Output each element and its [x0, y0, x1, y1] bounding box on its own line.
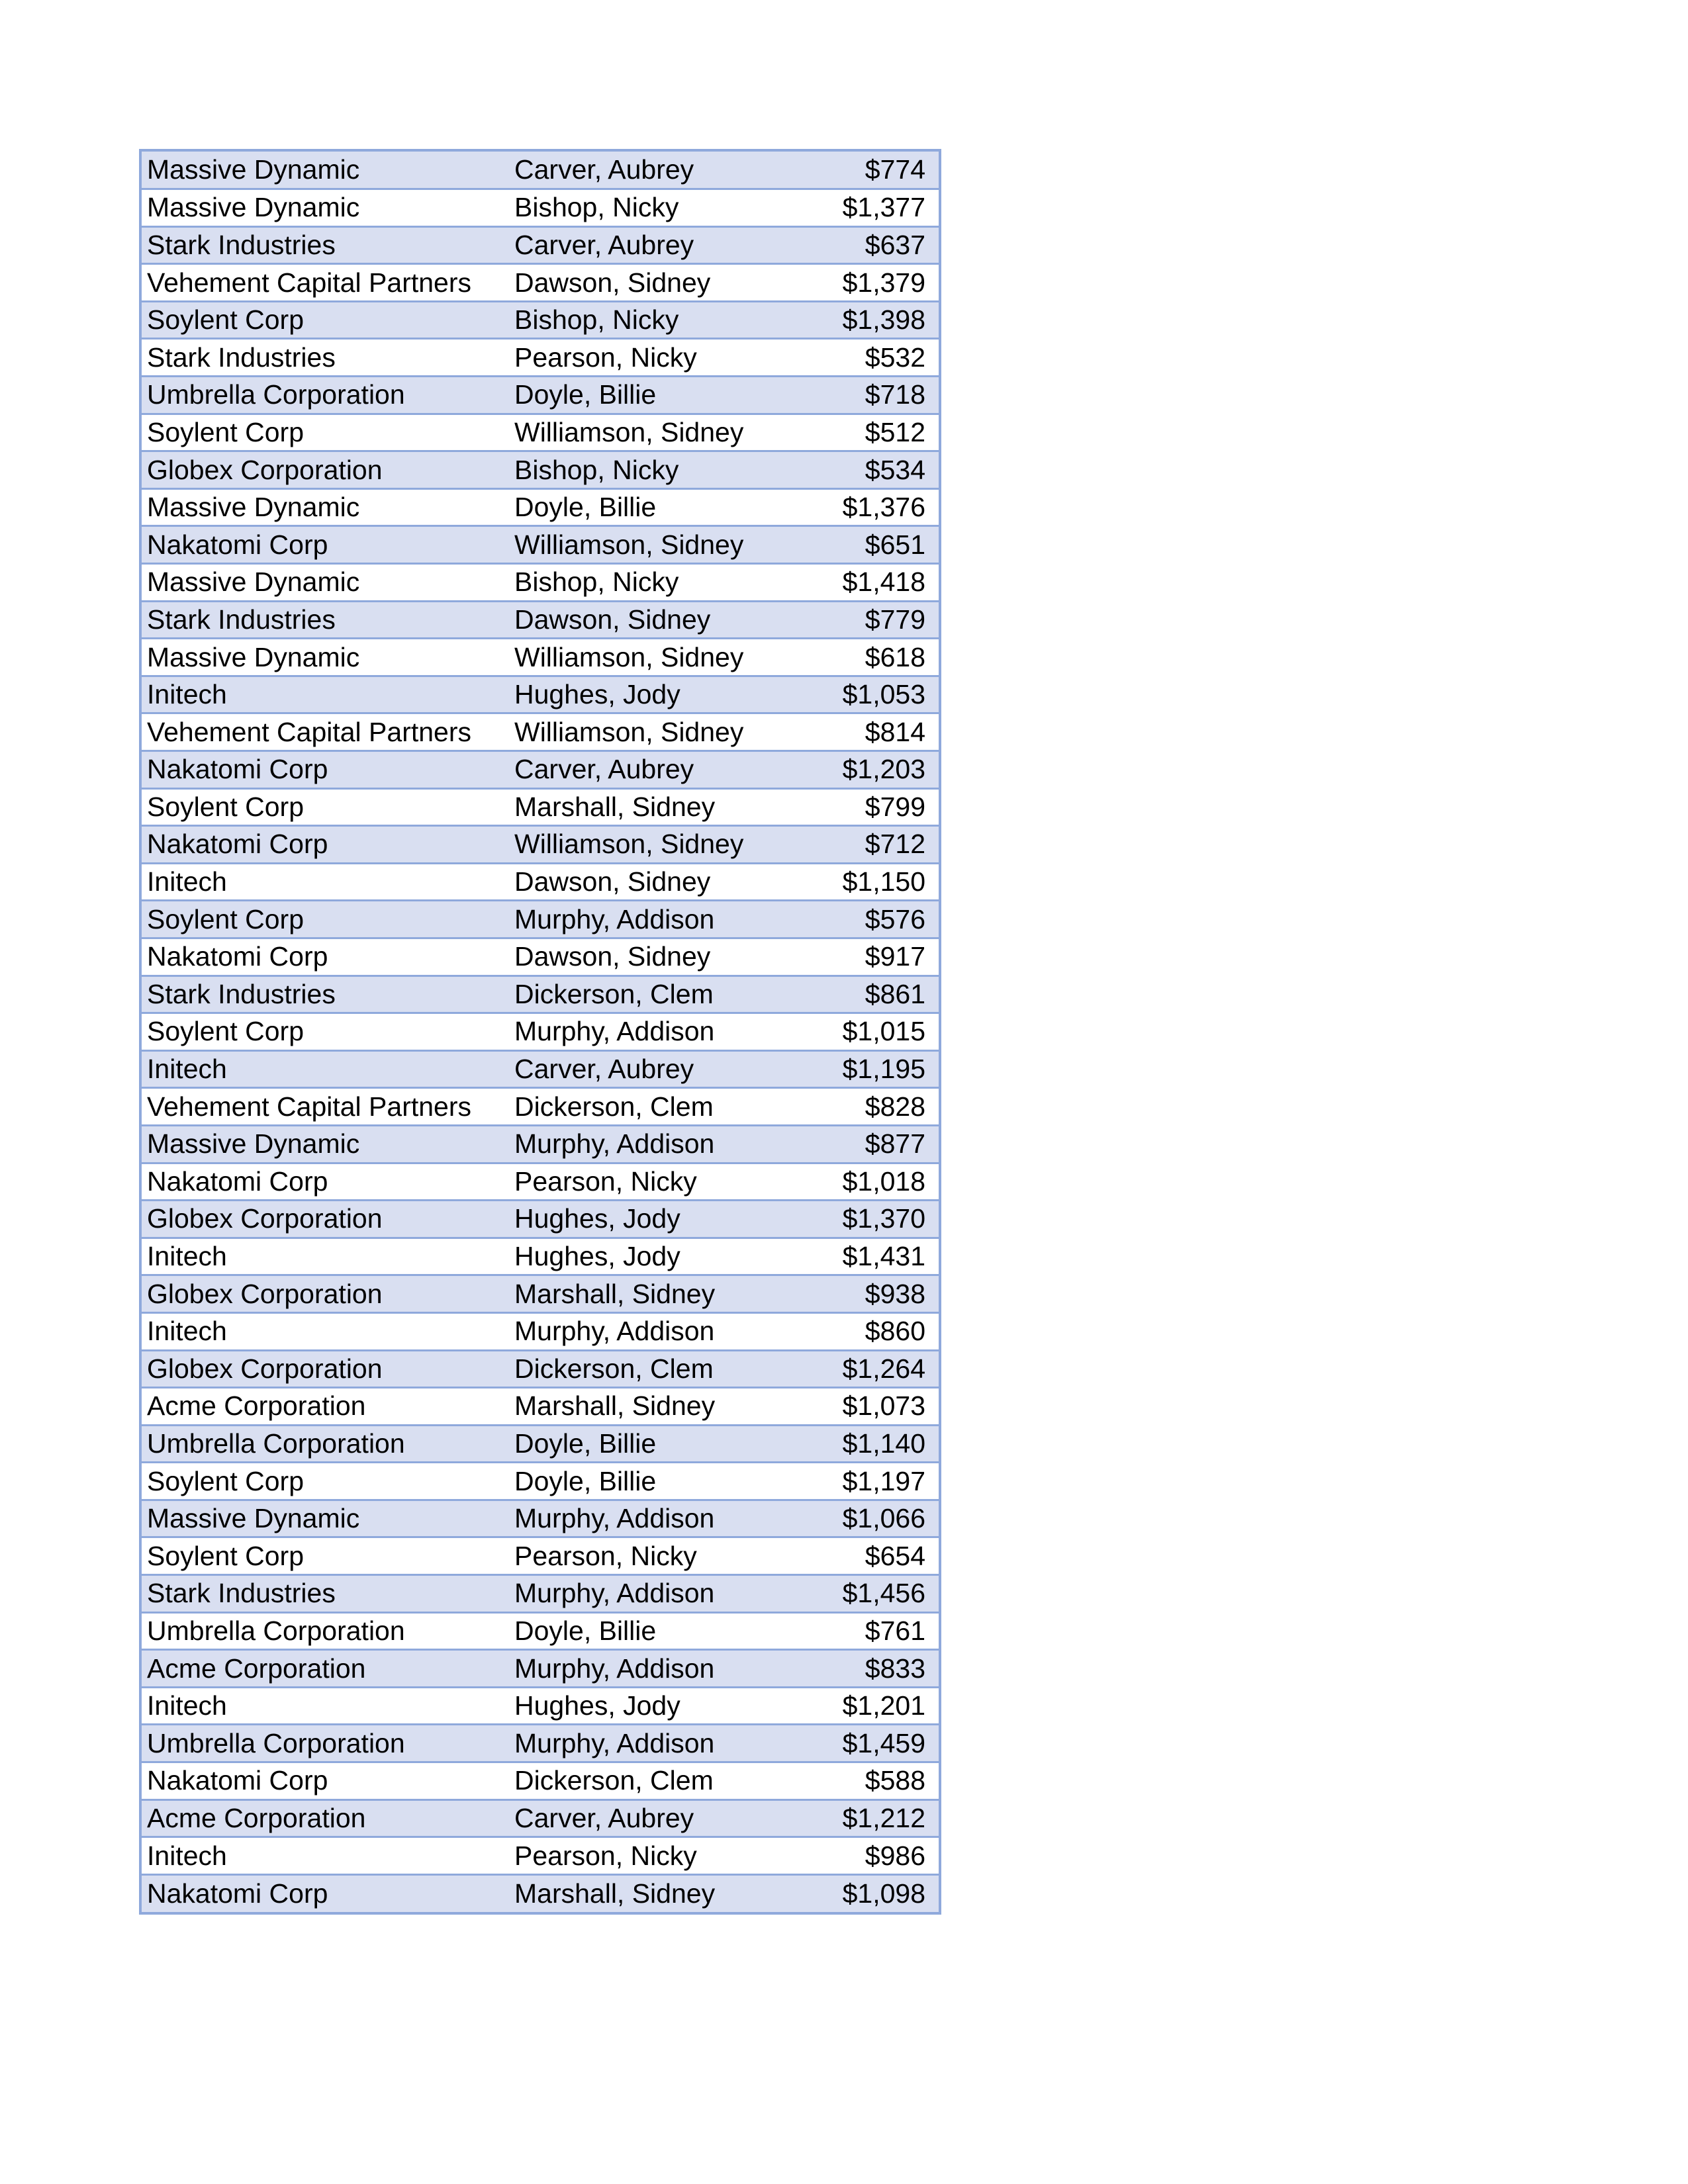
amount-cell: $534 — [807, 451, 939, 489]
rep-cell: Dickerson, Clem — [509, 1350, 807, 1388]
company-cell: Stark Industries — [142, 1575, 509, 1613]
amount-cell: $828 — [807, 1088, 939, 1126]
company-cell: Massive Dynamic — [142, 152, 509, 189]
table-row — [142, 1575, 939, 1613]
amount-cell: $877 — [807, 1125, 939, 1163]
company-cell: Nakatomi Corp — [142, 1163, 509, 1201]
amount-cell: $532 — [807, 339, 939, 377]
company-cell: Massive Dynamic — [142, 1500, 509, 1537]
rep-cell: Bishop, Nicky — [509, 189, 807, 227]
company-cell: Vehement Capital Partners — [142, 1088, 509, 1126]
table-row — [142, 414, 939, 451]
rep-cell: Bishop, Nicky — [509, 301, 807, 339]
table-row — [142, 1762, 939, 1800]
rep-cell: Carver, Aubrey — [509, 751, 807, 789]
amount-cell: $1,398 — [807, 301, 939, 339]
company-cell: Stark Industries — [142, 601, 509, 639]
company-cell: Initech — [142, 1238, 509, 1275]
company-cell: Massive Dynamic — [142, 564, 509, 602]
table-row — [142, 1163, 939, 1201]
table-row — [142, 1463, 939, 1500]
company-cell: Nakatomi Corp — [142, 751, 509, 789]
table-row — [142, 301, 939, 339]
rep-cell: Williamson, Sidney — [509, 526, 807, 564]
table-row — [142, 1201, 939, 1238]
company-cell: Globex Corporation — [142, 1201, 509, 1238]
rep-cell: Dawson, Sidney — [509, 938, 807, 976]
amount-cell: $917 — [807, 938, 939, 976]
company-cell: Stark Industries — [142, 339, 509, 377]
table-row — [142, 1725, 939, 1762]
amount-cell: $774 — [807, 152, 939, 189]
amount-cell: $1,459 — [807, 1725, 939, 1762]
amount-cell: $1,150 — [807, 863, 939, 901]
table-row — [142, 1088, 939, 1126]
table-row — [142, 863, 939, 901]
rep-cell: Carver, Aubrey — [509, 226, 807, 264]
rep-cell: Carver, Aubrey — [509, 152, 807, 189]
table-row — [142, 339, 939, 377]
amount-cell: $1,456 — [807, 1575, 939, 1613]
rep-cell: Dickerson, Clem — [509, 976, 807, 1013]
rep-cell: Marshall, Sidney — [509, 788, 807, 826]
company-cell: Umbrella Corporation — [142, 1425, 509, 1463]
rep-cell: Dickerson, Clem — [509, 1088, 807, 1126]
rep-cell: Pearson, Nicky — [509, 339, 807, 377]
amount-cell: $1,379 — [807, 264, 939, 302]
rep-cell: Bishop, Nicky — [509, 564, 807, 602]
rep-cell: Murphy, Addison — [509, 1650, 807, 1688]
amount-cell: $938 — [807, 1275, 939, 1313]
company-cell: Initech — [142, 676, 509, 713]
amount-cell: $861 — [807, 976, 939, 1013]
company-cell: Initech — [142, 863, 509, 901]
table-row — [142, 1837, 939, 1875]
rep-cell: Hughes, Jody — [509, 1687, 807, 1725]
rep-cell: Dawson, Sidney — [509, 264, 807, 302]
table-row — [142, 713, 939, 751]
amount-cell: $1,203 — [807, 751, 939, 789]
rep-cell: Murphy, Addison — [509, 1013, 807, 1051]
amount-cell: $618 — [807, 639, 939, 676]
table-row — [142, 1238, 939, 1275]
amount-cell: $1,201 — [807, 1687, 939, 1725]
amount-cell: $1,418 — [807, 564, 939, 602]
company-cell: Stark Industries — [142, 226, 509, 264]
company-cell: Acme Corporation — [142, 1650, 509, 1688]
amount-cell: $1,053 — [807, 676, 939, 713]
company-cell: Stark Industries — [142, 976, 509, 1013]
company-cell: Massive Dynamic — [142, 639, 509, 676]
rep-cell: Dawson, Sidney — [509, 601, 807, 639]
table-row — [142, 1425, 939, 1463]
rep-cell: Doyle, Billie — [509, 1463, 807, 1500]
company-cell: Massive Dynamic — [142, 488, 509, 526]
amount-cell: $986 — [807, 1837, 939, 1875]
rep-cell: Doyle, Billie — [509, 1612, 807, 1650]
company-cell: Globex Corporation — [142, 1275, 509, 1313]
company-cell: Nakatomi Corp — [142, 938, 509, 976]
rep-cell: Williamson, Sidney — [509, 713, 807, 751]
rep-cell: Dickerson, Clem — [509, 1762, 807, 1800]
company-cell: Globex Corporation — [142, 451, 509, 489]
amount-cell: $712 — [807, 826, 939, 864]
amount-cell: $1,431 — [807, 1238, 939, 1275]
rep-cell: Murphy, Addison — [509, 1312, 807, 1350]
rep-cell: Pearson, Nicky — [509, 1537, 807, 1575]
rep-cell: Williamson, Sidney — [509, 826, 807, 864]
rep-cell: Murphy, Addison — [509, 1725, 807, 1762]
rep-cell: Dawson, Sidney — [509, 863, 807, 901]
company-cell: Initech — [142, 1312, 509, 1350]
table-row — [142, 451, 939, 489]
amount-cell: $588 — [807, 1762, 939, 1800]
rep-cell: Pearson, Nicky — [509, 1837, 807, 1875]
company-cell: Vehement Capital Partners — [142, 264, 509, 302]
company-cell: Soylent Corp — [142, 301, 509, 339]
table-row — [142, 601, 939, 639]
company-cell: Soylent Corp — [142, 1013, 509, 1051]
amount-cell: $1,066 — [807, 1500, 939, 1537]
amount-cell: $1,195 — [807, 1050, 939, 1088]
amount-cell: $1,377 — [807, 189, 939, 227]
amount-cell: $718 — [807, 377, 939, 414]
company-cell: Soylent Corp — [142, 414, 509, 451]
amount-cell: $833 — [807, 1650, 939, 1688]
company-cell: Nakatomi Corp — [142, 526, 509, 564]
rep-cell: Hughes, Jody — [509, 1238, 807, 1275]
table-row — [142, 1013, 939, 1051]
amount-cell: $1,370 — [807, 1201, 939, 1238]
company-cell: Nakatomi Corp — [142, 1762, 509, 1800]
rep-cell: Hughes, Jody — [509, 1201, 807, 1238]
table-row — [142, 1799, 939, 1837]
rep-cell: Murphy, Addison — [509, 901, 807, 938]
table-row — [142, 226, 939, 264]
table-row — [142, 1312, 939, 1350]
table-row — [142, 788, 939, 826]
table-row — [142, 1388, 939, 1426]
table-row — [142, 938, 939, 976]
table-row — [142, 1500, 939, 1537]
table-row — [142, 1537, 939, 1575]
table-row — [142, 639, 939, 676]
company-cell: Soylent Corp — [142, 1537, 509, 1575]
amount-cell: $761 — [807, 1612, 939, 1650]
company-cell: Initech — [142, 1837, 509, 1875]
amount-cell: $1,212 — [807, 1799, 939, 1837]
amount-cell: $1,098 — [807, 1874, 939, 1912]
table-row — [142, 189, 939, 227]
amount-cell: $814 — [807, 713, 939, 751]
amount-cell: $1,197 — [807, 1463, 939, 1500]
table-row — [142, 564, 939, 602]
amount-cell: $1,140 — [807, 1425, 939, 1463]
rep-cell: Carver, Aubrey — [509, 1799, 807, 1837]
company-cell: Initech — [142, 1687, 509, 1725]
table-row — [142, 1650, 939, 1688]
table-row — [142, 1050, 939, 1088]
company-cell: Massive Dynamic — [142, 189, 509, 227]
rep-cell: Doyle, Billie — [509, 377, 807, 414]
company-cell: Vehement Capital Partners — [142, 713, 509, 751]
amount-cell: $654 — [807, 1537, 939, 1575]
rep-cell: Williamson, Sidney — [509, 639, 807, 676]
rep-cell: Doyle, Billie — [509, 1425, 807, 1463]
rep-cell: Murphy, Addison — [509, 1500, 807, 1537]
amount-cell: $1,018 — [807, 1163, 939, 1201]
table-row — [142, 377, 939, 414]
table-row — [142, 152, 939, 189]
table-row — [142, 976, 939, 1013]
table-row — [142, 488, 939, 526]
table-row — [142, 826, 939, 864]
amount-cell: $799 — [807, 788, 939, 826]
company-cell: Umbrella Corporation — [142, 1725, 509, 1762]
company-cell: Nakatomi Corp — [142, 1874, 509, 1912]
table-row — [142, 901, 939, 938]
company-cell: Umbrella Corporation — [142, 377, 509, 414]
company-cell: Nakatomi Corp — [142, 826, 509, 864]
amount-cell: $1,376 — [807, 488, 939, 526]
table-row — [142, 1874, 939, 1912]
amount-cell: $860 — [807, 1312, 939, 1350]
rep-cell: Bishop, Nicky — [509, 451, 807, 489]
company-cell: Soylent Corp — [142, 788, 509, 826]
company-cell: Massive Dynamic — [142, 1125, 509, 1163]
amount-cell: $512 — [807, 414, 939, 451]
table-row — [142, 1275, 939, 1313]
data-table — [139, 149, 941, 1915]
amount-cell: $779 — [807, 601, 939, 639]
rep-cell: Murphy, Addison — [509, 1125, 807, 1163]
company-cell: Acme Corporation — [142, 1388, 509, 1426]
table-row — [142, 676, 939, 713]
company-cell: Soylent Corp — [142, 901, 509, 938]
rep-cell: Carver, Aubrey — [509, 1050, 807, 1088]
rep-cell: Hughes, Jody — [509, 676, 807, 713]
rep-cell: Murphy, Addison — [509, 1575, 807, 1613]
table-body — [142, 152, 939, 1912]
rep-cell: Marshall, Sidney — [509, 1874, 807, 1912]
company-cell: Umbrella Corporation — [142, 1612, 509, 1650]
company-cell: Globex Corporation — [142, 1350, 509, 1388]
table-row — [142, 1350, 939, 1388]
rep-cell: Marshall, Sidney — [509, 1275, 807, 1313]
company-cell: Initech — [142, 1050, 509, 1088]
amount-cell: $576 — [807, 901, 939, 938]
amount-cell: $637 — [807, 226, 939, 264]
table-row — [142, 526, 939, 564]
rep-cell: Williamson, Sidney — [509, 414, 807, 451]
rep-cell: Doyle, Billie — [509, 488, 807, 526]
rep-cell: Marshall, Sidney — [509, 1388, 807, 1426]
amount-cell: $1,264 — [807, 1350, 939, 1388]
rep-cell: Pearson, Nicky — [509, 1163, 807, 1201]
amount-cell: $1,015 — [807, 1013, 939, 1051]
table-row — [142, 1612, 939, 1650]
amount-cell: $1,073 — [807, 1388, 939, 1426]
table-row — [142, 751, 939, 789]
table-row — [142, 1687, 939, 1725]
table-row — [142, 1125, 939, 1163]
table-row — [142, 264, 939, 302]
company-cell: Soylent Corp — [142, 1463, 509, 1500]
company-cell: Acme Corporation — [142, 1799, 509, 1837]
amount-cell: $651 — [807, 526, 939, 564]
